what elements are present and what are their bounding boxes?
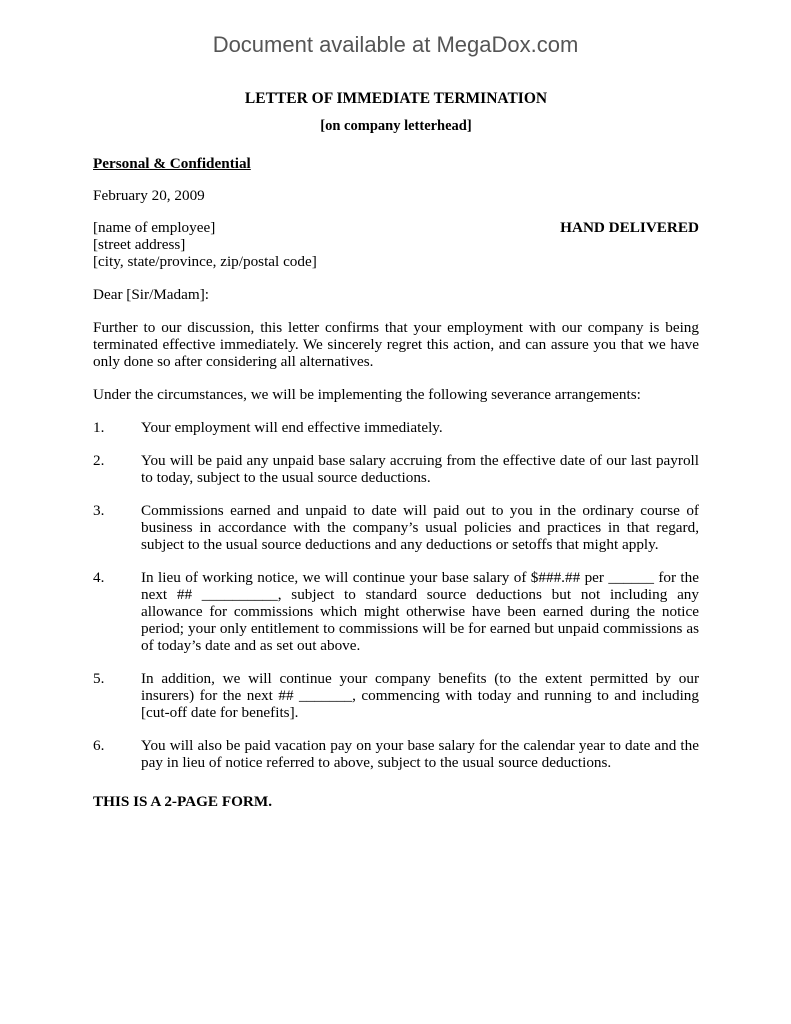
list-item <box>93 452 699 486</box>
letter-subtitle: [on company letterhead] <box>320 118 472 134</box>
letter-date: February 20, 2009 <box>93 187 205 204</box>
list-item-number: 3. <box>93 502 105 519</box>
recipient-address-block <box>93 219 699 270</box>
letter-title: LETTER OF IMMEDIATE TERMINATION <box>244 90 548 107</box>
list-item <box>93 419 699 436</box>
confidential-heading: Personal & Confidential <box>93 155 251 172</box>
salutation: Dear [Sir/Madam]: <box>93 286 209 303</box>
body-paragraph-circumstances: Under the circumstances, we will be implementing the following severance arrangements: <box>93 386 641 403</box>
list-item <box>93 670 699 721</box>
address-line-city: [city, state/province, zip/postal code] <box>93 253 317 270</box>
watermark-banner: Document available at MegaDox.com <box>212 32 579 57</box>
form-length-note: THIS IS A 2-PAGE FORM. <box>93 793 273 810</box>
list-item-text: In addition, we will continue your company benefits (to the extent permitted by our insurers) for the next ## _______, commencing with today and running to and including [cut-off date for benefits]. <box>141 670 699 721</box>
severance-list <box>93 419 699 771</box>
body-paragraph-intro: Further to our discussion, this letter confirms that your employment with our company is being terminated effective immediately. We sincerely regret this action, and can assure you that we have only done so after considering all alternatives. <box>93 319 699 370</box>
list-item-text: In lieu of working notice, we will continue your base salary of $###.## per ______ for the next ## __________, subject to standard source deductions but not including any allowance for commissions which might otherwise have been earned during the notice period; your only entitlement to commissions will be for earned but unpaid commissions as of today’s date and as set out above. <box>141 569 699 654</box>
list-item-number: 2. <box>93 452 105 469</box>
list-item <box>93 737 699 771</box>
list-item-number: 1. <box>93 419 105 436</box>
list-item <box>93 502 699 553</box>
list-item-number: 5. <box>93 670 105 687</box>
letter-page <box>93 90 699 810</box>
list-item-text: Commissions earned and unpaid to date will paid out to you in the ordinary course of business in accordance with the company’s usual policies and practices in that regard, subject to the usual source deductions and any deductions or setoffs that might apply. <box>141 502 699 553</box>
list-item <box>93 569 699 654</box>
list-item-number: 6. <box>93 737 105 754</box>
delivery-method: HAND DELIVERED <box>560 219 699 236</box>
address-line-street: [street address] <box>93 236 186 253</box>
list-item-text: Your employment will end effective immediately. <box>141 419 443 436</box>
address-line-name: [name of employee] <box>93 219 216 236</box>
list-item-number: 4. <box>93 569 105 586</box>
list-item-text: You will be paid any unpaid base salary accruing from the effective date of our last payroll to today, subject to the usual source deductions. <box>141 452 699 486</box>
list-item-text: You will also be paid vacation pay on your base salary for the calendar year to date and the pay in lieu of notice referred to above, subject to the usual source deductions. <box>141 737 699 771</box>
